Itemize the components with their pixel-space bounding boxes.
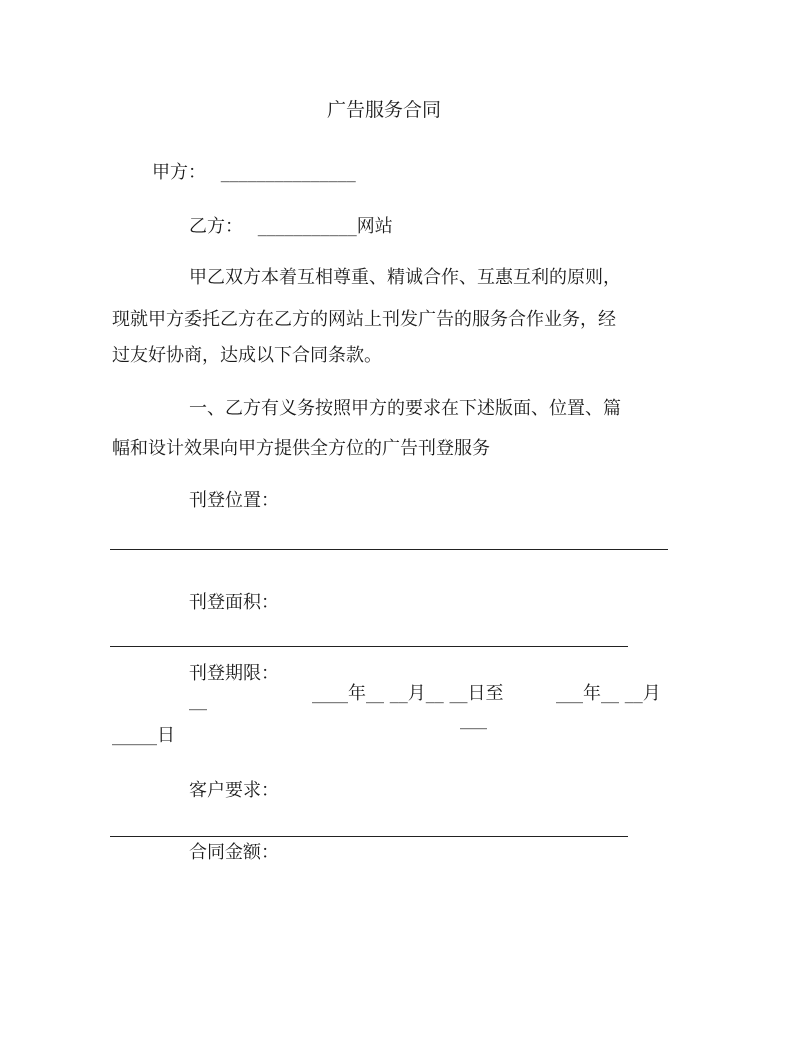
clause-1-line-1: 一、乙方有义务按照甲方的要求在下述版面、位置、篇	[189, 398, 621, 419]
request-label: 客户要求：	[189, 780, 279, 801]
period-label: 刊登期限：	[189, 663, 279, 684]
position-blank-line	[110, 549, 668, 550]
intro-line-3: 过友好协商，达成以下合同条款。	[112, 345, 382, 366]
document-title: 广告服务合同	[327, 99, 442, 121]
intro-line-2: 现就甲方委托乙方在乙方的网站上刊发广告的服务合作业务，经	[112, 309, 616, 330]
intro-line-1: 甲乙双方本着互相尊重、精诚合作、互惠互利的原则，	[189, 267, 621, 288]
clause-1-line-2: 幅和设计效果向甲方提供全方位的广告刊登服务	[112, 438, 490, 459]
period-blank-left: __	[189, 690, 207, 711]
period-from: ____年__ __月__ __日至	[312, 683, 504, 704]
area-blank-line	[110, 646, 628, 647]
period-to: ___年__ __月	[556, 683, 661, 704]
amount-label: 合同金额：	[189, 842, 279, 863]
request-blank-line	[110, 836, 628, 837]
party-a-line: 甲方： _______________	[152, 162, 356, 183]
period-from-tail: ___	[460, 709, 487, 730]
period-to-day: _____日	[112, 725, 175, 746]
area-label: 刊登面积：	[189, 592, 279, 613]
party-b-line: 乙方： ___________网站	[189, 216, 393, 237]
position-label: 刊登位置：	[189, 490, 279, 511]
